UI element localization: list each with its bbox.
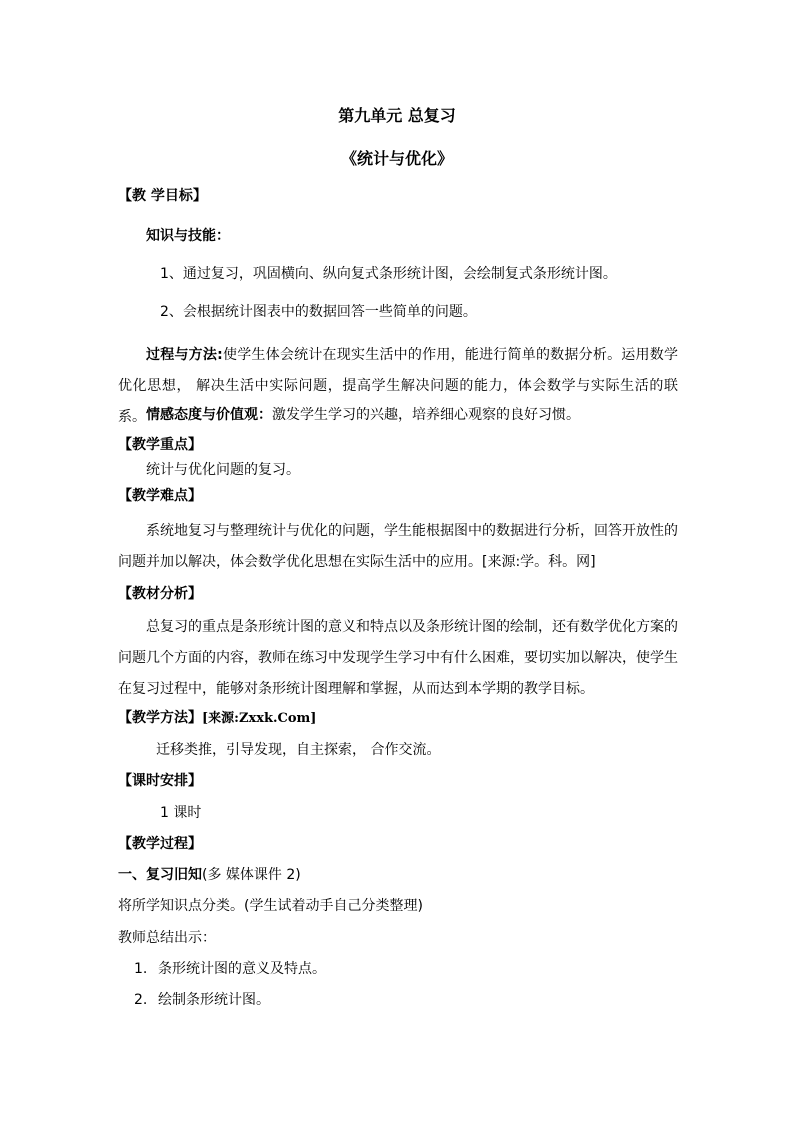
document-subtitle: 《统计与优化》 <box>340 149 453 168</box>
list-item-text: 绘制条形统计图。 <box>158 992 270 1008</box>
methods-heading-line <box>118 708 316 729</box>
list-item <box>134 959 326 979</box>
list-item-number: 2. <box>134 992 148 1008</box>
process-step1-label: 一、复习旧知 <box>118 867 202 883</box>
section-heading-methods: 【教学方法】 <box>118 710 202 726</box>
section-heading-difficulties: 【教学难点】 <box>118 488 202 504</box>
list-item <box>134 990 270 1010</box>
process-method-text: 使学生体会统计在现实生活中的作用，能进行简单的数据分析。运用数学优化思想， 解决生活中实际问题，提高学生解决问题的能力，体会数学与实际生活的联系。 <box>118 347 678 425</box>
document-title: 第九单元 总复习 <box>338 106 456 125</box>
emotion-text: 激发学生学习的兴趣，培养细心观察的良好习惯。 <box>272 407 580 423</box>
methods-text: 迁移类推，引导发现，自主探索， 合作交流。 <box>156 742 441 758</box>
knowledge-item-1: 1、通过复习，巩固横向、纵向复式条形统计图，会绘制复式条形统计图。 <box>160 266 617 282</box>
list-item-number: 1. <box>134 961 148 977</box>
difficulties-text: 系统地复习与整理统计与优化的问题，学生能根据图中的数据进行分析，回答开放性的问题并加以解决，体会数学优化思想在实际生活中的应用。[来源:学。科。网] <box>118 523 678 570</box>
knowledge-item-2: 2、会根据统计图表中的数据回答一些简单的问题。 <box>160 304 477 320</box>
list-item-text: 条形统计图的意义及特点。 <box>158 961 326 977</box>
emotion-line <box>146 405 580 425</box>
process-line-2: 教师总结出示： <box>118 930 216 946</box>
methods-source: [来源:Zxxk.Com] <box>202 711 317 726</box>
section-heading-schedule: 【课时安排】 <box>118 773 202 789</box>
section-heading-process: 【教学过程】 <box>118 836 202 852</box>
process-line-1: 将所学知识点分类。(学生试着动手自己分类整理) <box>118 898 423 914</box>
process-step1-line <box>118 865 301 885</box>
process-step1-note: (多 媒体课件 2) <box>202 867 301 883</box>
key-points-text: 统计与优化问题的复习。 <box>146 462 300 478</box>
analysis-text: 总复习的重点是条形统计图的意义和特点以及条形统计图的绘制，还有数学优化方案的问题几个方面的内容，教师在练习中发现学生学习中有什么困难，要切实加以解决，使学生在复习过程中，能够对条形统计图理解和掌握，从而达到本学期的教学目标。 <box>118 619 678 697</box>
process-method-label: 过程与方法: <box>146 347 223 363</box>
schedule-text: 1 课时 <box>160 805 202 821</box>
emotion-label: 情感态度与价值观： <box>146 407 272 423</box>
knowledge-skills-label: 知识与技能： <box>146 228 230 244</box>
section-heading-key-points: 【教学重点】 <box>118 437 202 453</box>
section-heading-objectives: 【教 学目标】 <box>118 188 207 204</box>
section-heading-analysis: 【教材分析】 <box>118 586 202 602</box>
